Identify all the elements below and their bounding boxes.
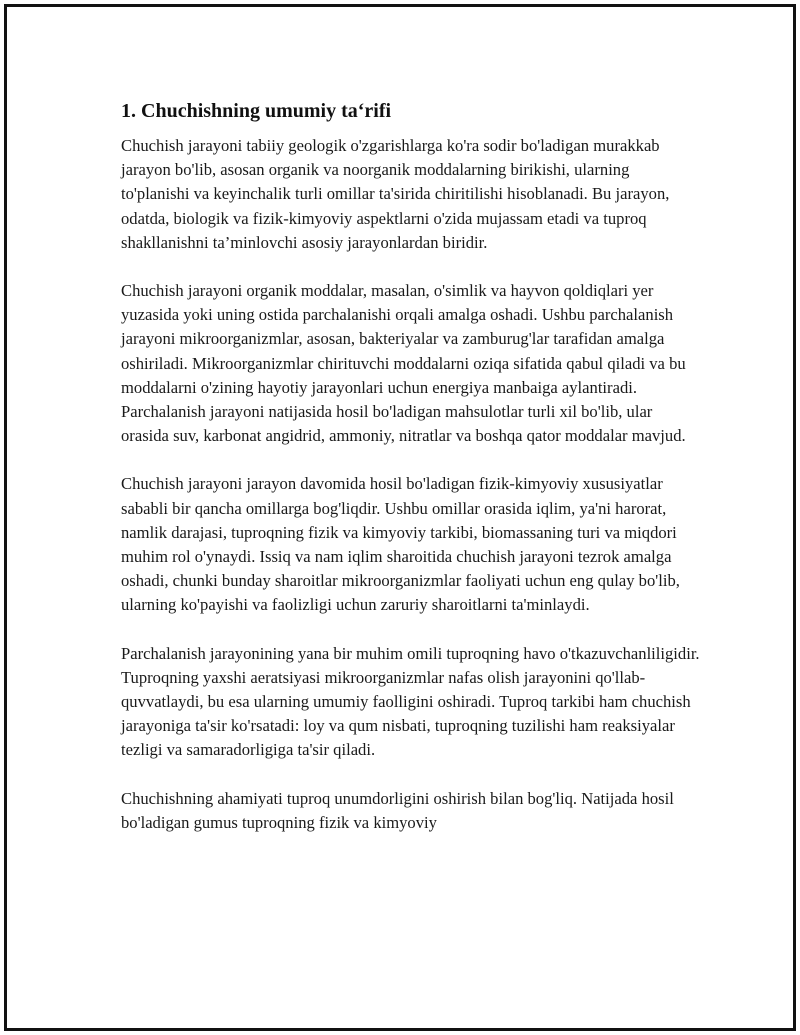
page-frame (4, 4, 796, 1031)
document-body (121, 97, 701, 859)
paragraph-3: Chuchish jarayoni jarayon davomida hosil bo'ladigan fizik-kimyoviy xususiyatlar sababli bir qancha omillarga bog'liqdir. Ushbu omillar orasida iqlim, ya'ni harorat, namlik darajasi, tuproqning fizik va kimyoviy tarkibi, biomassaning turi va miqdori muhim rol o'ynaydi. Issiq va nam iqlim sharoitida chuchish jarayoni tezrok amalga oshadi, chunki bunday sharoitlar mikroorganizmlar faoliyati uchun eng qulay bo'lib, ularning ko'payishi va faolizligi uchun zaruriy sharoitlarni ta'minlaydi. (121, 474, 680, 615)
paragraph-4: Parchalanish jarayonining yana bir muhim omili tuproqning havo o'tkazuvchanliligidir. Tuproqning yaxshi aeratsiyasi mikroorganizmlar nafas olish jarayonini qo'llab-quvvatlaydi, bu esa ularning umumiy faolligini oshiradi. Tuproq tarkibi ham chuchish jarayoniga ta'sir ko'rsatadi: loy va qum nisbati, tuproqning tuzilishi ham reaksiyalar tezligi va samaradorligiga ta'sir qiladi. (121, 643, 700, 760)
section-heading: 1. Chuchishning umumiy taʻrifi (121, 100, 392, 122)
paragraph-2: Chuchish jarayoni organik moddalar, masalan, o'simlik va hayvon qoldiqlari yer yuzasida yoki uning ostida parchalanishi orqali amalga oshadi. Ushbu parchalanish jarayoni mikroorganizmlar, asosan, bakteriyalar va zamburug'lar tarafidan amalga oshiriladi. Mikroorganizmlar chirituvchi moddalarni oziqa sifatida qabul qiladi va bu moddalarni o'zining hayotiy jarayonlari uchun energiya manbaiga aylantiradi. Parchalanish jarayoni natijasida hosil bo'ladigan mahsulotlar turli xil bo'lib, ular orasida suv, karbonat angidrid, ammoniy, nitratlar va boshqa qator moddalar mavjud. (121, 281, 686, 446)
paragraph-5: Chuchishning ahamiyati tuproq unumdorligini oshirish bilan bog'liq. Natijada hosil bo'ladigan gumus tuproqning fizik va kimyoviy (121, 788, 674, 832)
paragraph-1: Chuchish jarayoni tabiiy geologik o'zgarishlarga ko'ra sodir bo'ladigan murakkab jarayon bo'lib, asosan organik va noorganik moddalarning birikishi, ularning to'planishi va keyinchalik turli omillar ta'sirida chiritilishi hisoblanadi. Bu jarayon, odatda, biologik va fizik-kimyoviy aspektlarni o'zida mujassam etadi va tuproq shakllanishni ta’minlovchi asosiy jarayonlardan biridir. (121, 136, 670, 252)
